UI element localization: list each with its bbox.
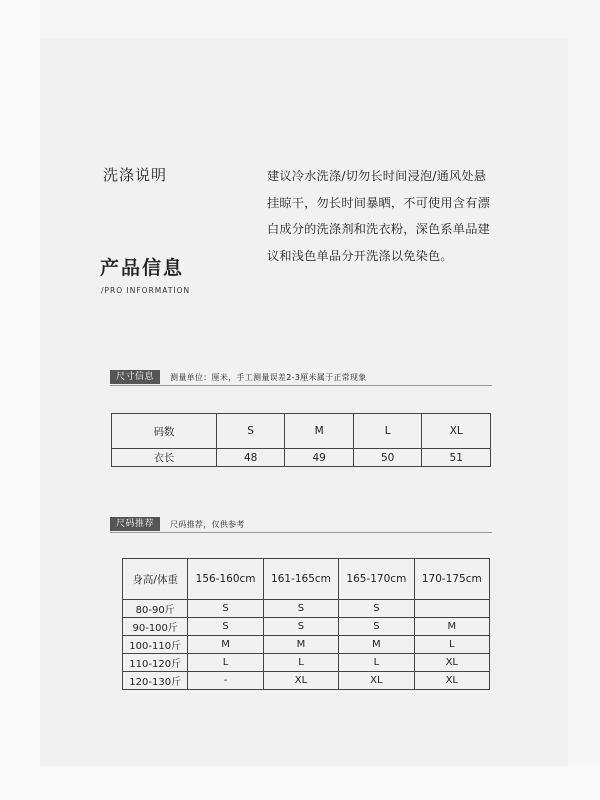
table-cell: M [188, 636, 263, 654]
table-row [123, 654, 490, 672]
table-header-cell: 170-175cm [414, 559, 489, 600]
wash-line: 建议冷水洗涤/切勿长时间浸泡/通风处悬 [267, 169, 487, 183]
table-header-cell: L [353, 414, 422, 449]
table-cell: 49 [285, 449, 354, 467]
table-header-cell: 161-165cm [263, 559, 338, 600]
page-margin-left [0, 0, 40, 800]
wash-instructions-title: 洗涤说明 [103, 166, 168, 184]
table-cell: M [414, 618, 489, 636]
size-recommend-table [122, 558, 490, 690]
page-margin-bottom [0, 766, 600, 800]
size-recommend-header [110, 515, 245, 533]
table-cell: M [263, 636, 338, 654]
table-cell: 衣长 [112, 449, 217, 467]
table-header-cell: 身高/体重 [123, 559, 188, 600]
table-cell: 50 [353, 449, 422, 467]
table-cell: 100-110斤 [123, 636, 188, 654]
size-info-header [110, 368, 367, 386]
table-cell: 120-130斤 [123, 672, 188, 690]
table-cell: S [339, 600, 414, 618]
table-row [112, 449, 491, 467]
size-info-note: 测量单位：厘米，手工测量误差2-3厘米属于正常现象 [170, 372, 367, 382]
table-header-cell: 156-160cm [188, 559, 263, 600]
table-cell: - [188, 672, 263, 690]
table-cell: S [188, 618, 263, 636]
size-info-table [111, 413, 491, 467]
table-cell: 110-120斤 [123, 654, 188, 672]
table-row [123, 618, 490, 636]
product-info-subtitle: /PRO INFORMATION [101, 286, 191, 295]
table-cell: S [263, 600, 338, 618]
table-header-cell: 码数 [112, 414, 217, 449]
table-row [123, 636, 490, 654]
table-cell: S [188, 600, 263, 618]
wash-line: 议和浅色单品分开洗涤以免染色。 [267, 248, 453, 263]
table-cell: L [339, 654, 414, 672]
size-info-tag: 尺寸信息 [110, 370, 160, 384]
table-cell: L [263, 654, 338, 672]
table-row [123, 672, 490, 690]
wash-instructions-text [267, 163, 507, 269]
table-header-cell: S [216, 414, 285, 449]
table-header-row [112, 414, 491, 449]
product-info-title: 产品信息 [100, 257, 185, 279]
table-cell: XL [414, 654, 489, 672]
table-header-cell: M [285, 414, 354, 449]
table-cell: 48 [216, 449, 285, 467]
wash-line: 白成分的洗涤剂和洗衣粉，深色系单品建 [267, 222, 490, 236]
size-recommend-tag: 尺码推荐 [110, 517, 160, 531]
table-cell [414, 600, 489, 618]
table-cell: XL [263, 672, 338, 690]
table-cell: XL [339, 672, 414, 690]
table-cell: XL [414, 672, 489, 690]
wash-line: 挂晾干，勿长时间暴晒，不可使用含有漂 [267, 195, 490, 210]
size-recommend-note: 尺码推荐，仅供参考 [170, 519, 245, 529]
table-row [123, 600, 490, 618]
table-cell: S [339, 618, 414, 636]
table-cell: 90-100斤 [123, 618, 188, 636]
table-header-cell: 165-170cm [339, 559, 414, 600]
divider [110, 385, 492, 386]
divider [110, 532, 492, 533]
table-cell: 51 [422, 449, 491, 467]
table-header-row [123, 559, 490, 600]
table-cell: M [339, 636, 414, 654]
table-cell: L [414, 636, 489, 654]
table-cell: 80-90斤 [123, 600, 188, 618]
table-cell: L [188, 654, 263, 672]
table-cell: S [263, 618, 338, 636]
table-header-cell: XL [422, 414, 491, 449]
